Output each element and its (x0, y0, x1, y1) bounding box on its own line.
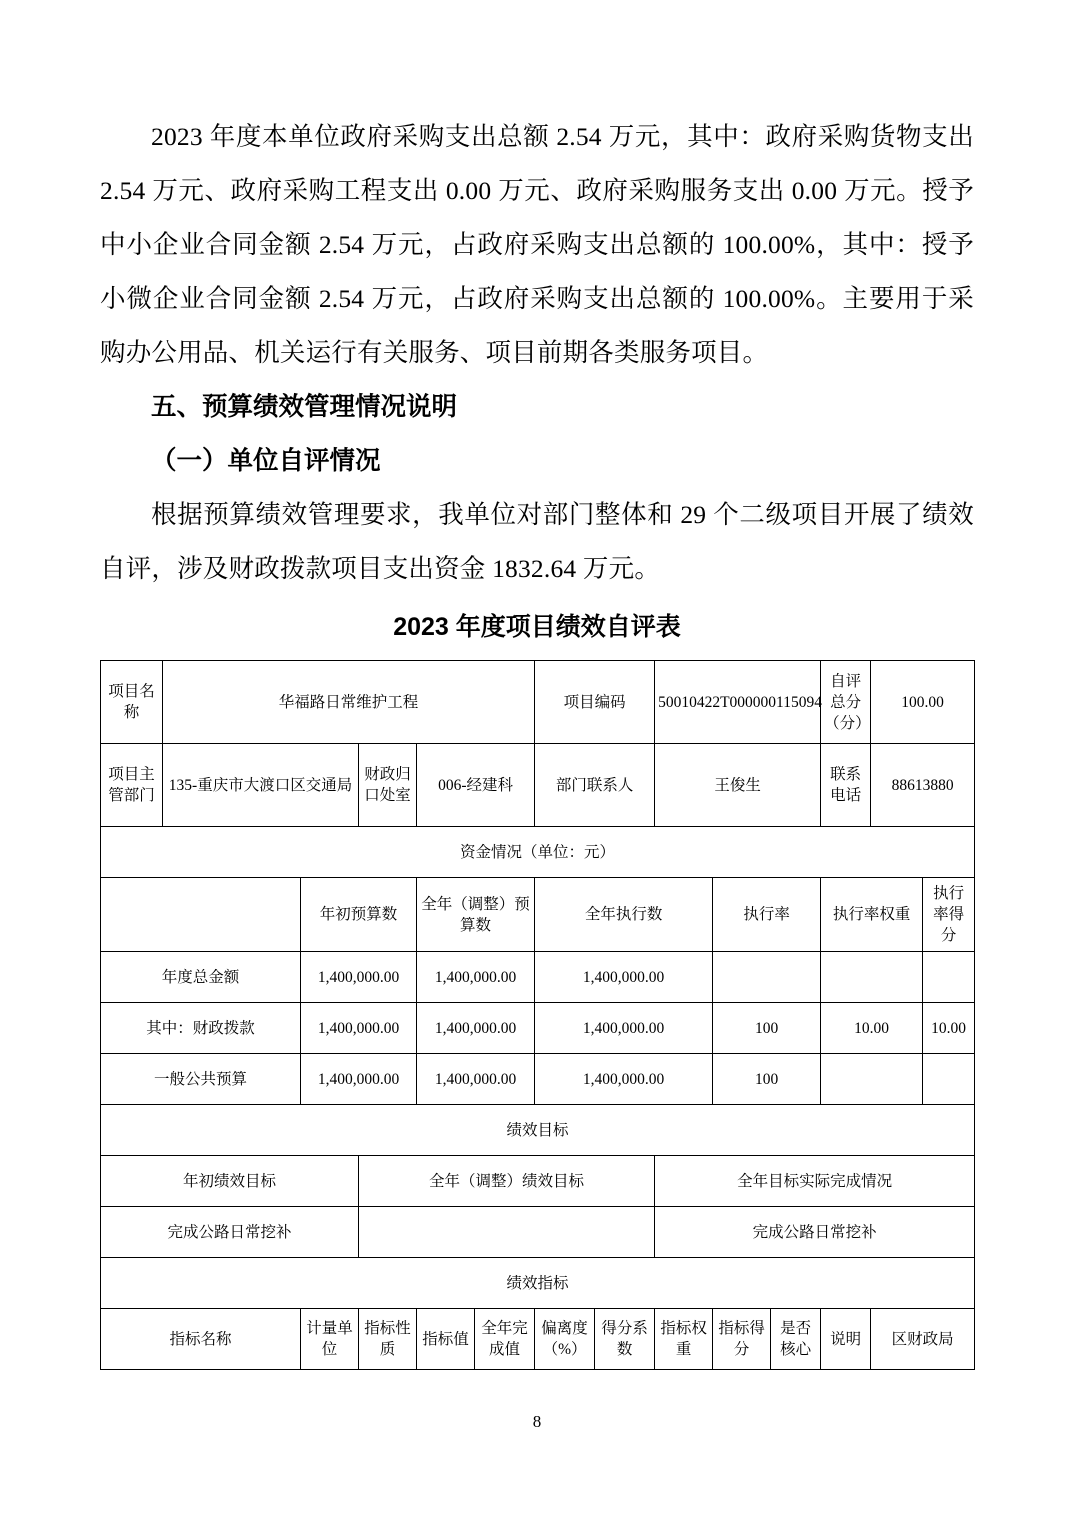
cell-funds-row1-v5: 10.00 (923, 1003, 975, 1054)
performance-self-evaluation-table (100, 660, 975, 1370)
cell-funds-col-0 (101, 878, 301, 952)
cell-ind-col-8: 指标得分 (713, 1309, 771, 1370)
cell-ind-col-11: 区财政局 (871, 1309, 975, 1370)
table-title: 2023 年度项目绩效自评表 (393, 613, 681, 641)
cell-goals-col-2: 全年目标实际完成情况 (655, 1156, 975, 1207)
cell-funds-col-2: 全年（调整）预算数 (417, 878, 535, 952)
cell-funds-row2-v1: 1,400,000.00 (417, 1054, 535, 1105)
table-row (101, 661, 975, 744)
table-row (101, 744, 975, 827)
table-row (101, 1003, 975, 1054)
cell-funds-col-5: 执行率权重 (821, 878, 923, 952)
cell-goals-header: 绩效目标 (101, 1105, 975, 1156)
cell-funds-row1-v3: 100 (713, 1003, 821, 1054)
cell-ind-col-3: 指标值 (417, 1309, 475, 1370)
cell-ind-col-10: 说明 (821, 1309, 871, 1370)
cell-contact: 王俊生 (655, 744, 821, 827)
paragraph-self-evaluation: 根据预算绩效管理要求，我单位对部门整体和 29 个二级项目开展了绩效自评，涉及财政拨款项目支出资金 1832.64 万元。 (100, 500, 974, 583)
cell-dept: 135-重庆市大渡口区交通局 (163, 744, 359, 827)
cell-goals-col-0: 年初绩效目标 (101, 1156, 359, 1207)
cell-ind-col-0: 指标名称 (101, 1309, 301, 1370)
cell-ind-col-5: 偏离度（%） (535, 1309, 595, 1370)
cell-funds-row0-v2: 1,400,000.00 (535, 952, 713, 1003)
cell-funds-col-1: 年初预算数 (301, 878, 417, 952)
cell-label-project-name: 项目名称 (101, 661, 163, 744)
heading-subsection-one: （一）单位自评情况 (151, 447, 381, 475)
cell-funds-row1-name: 其中：财政拨款 (101, 1003, 301, 1054)
cell-goals-val-1 (359, 1207, 655, 1258)
table-row (101, 1309, 975, 1370)
cell-funds-row0-v5 (923, 952, 975, 1003)
page-number: 8 (532, 1412, 542, 1431)
cell-funds-row1-v2: 1,400,000.00 (535, 1003, 713, 1054)
table-row (101, 1105, 975, 1156)
cell-label-project-code: 项目编码 (535, 661, 655, 744)
table-row (101, 1207, 975, 1258)
cell-funds-row2-v4 (821, 1054, 923, 1105)
cell-indicators-header: 绩效指标 (101, 1258, 975, 1309)
cell-funds-row0-name: 年度总金额 (101, 952, 301, 1003)
cell-project-code: 50010422T000000115094 (655, 661, 821, 744)
cell-fin-office: 006-经建科 (417, 744, 535, 827)
cell-funds-row0-v3 (713, 952, 821, 1003)
cell-label-dept: 项目主管部门 (101, 744, 163, 827)
table-row (101, 1156, 975, 1207)
cell-funds-row0-v0: 1,400,000.00 (301, 952, 417, 1003)
cell-goals-col-1: 全年（调整）绩效目标 (359, 1156, 655, 1207)
cell-funds-col-4: 执行率 (713, 878, 821, 952)
cell-phone: 88613880 (871, 744, 975, 827)
cell-funds-row0-v4 (821, 952, 923, 1003)
cell-ind-col-1: 计量单位 (301, 1309, 359, 1370)
cell-label-self-score: 自评总分（分） (821, 661, 871, 744)
cell-funds-row1-v0: 1,400,000.00 (301, 1003, 417, 1054)
cell-self-score: 100.00 (871, 661, 975, 744)
cell-ind-col-2: 指标性质 (359, 1309, 417, 1370)
cell-label-phone: 联系电话 (821, 744, 871, 827)
cell-ind-col-6: 得分系数 (595, 1309, 655, 1370)
cell-funds-col-6: 执行率得分 (923, 878, 975, 952)
table-row (101, 827, 975, 878)
table-row (101, 878, 975, 952)
table-row (101, 952, 975, 1003)
cell-project-name: 华福路日常维护工程 (163, 661, 535, 744)
cell-funds-col-3: 全年执行数 (535, 878, 713, 952)
paragraph-procurement: 2023 年度本单位政府采购支出总额 2.54 万元，其中：政府采购货物支出 2.54 万元、政府采购工程支出 0.00 万元、政府采购服务支出 0.00 万元。授予中小企业合同金额 2.54 万元，占政府采购支出总额的 100.00%，其中：授予小微企业合同金额 2.54 万元，占政府采购支出总额的 100.00%。主要用于采购办公用品、机关运行有关服务、项目前期各类服务项目。 (100, 122, 974, 367)
cell-ind-col-9: 是否核心 (771, 1309, 821, 1370)
cell-goals-val-2: 完成公路日常挖补 (655, 1207, 975, 1258)
cell-ind-col-4: 全年完成值 (475, 1309, 535, 1370)
cell-label-contact: 部门联系人 (535, 744, 655, 827)
cell-funds-row0-v1: 1,400,000.00 (417, 952, 535, 1003)
cell-funds-row2-v3: 100 (713, 1054, 821, 1105)
cell-funds-row1-v4: 10.00 (821, 1003, 923, 1054)
table-row (101, 1054, 975, 1105)
cell-funds-row2-v0: 1,400,000.00 (301, 1054, 417, 1105)
cell-funds-row2-v5 (923, 1054, 975, 1105)
cell-funds-row2-v2: 1,400,000.00 (535, 1054, 713, 1105)
table-row (101, 1258, 975, 1309)
cell-label-fin-office: 财政归口处室 (359, 744, 417, 827)
cell-funds-row1-v1: 1,400,000.00 (417, 1003, 535, 1054)
heading-section-five: 五、预算绩效管理情况说明 (151, 393, 458, 421)
cell-funds-header: 资金情况（单位：元） (101, 827, 975, 878)
cell-goals-val-0: 完成公路日常挖补 (101, 1207, 359, 1258)
cell-funds-row2-name: 一般公共预算 (101, 1054, 301, 1105)
cell-ind-col-7: 指标权重 (655, 1309, 713, 1370)
